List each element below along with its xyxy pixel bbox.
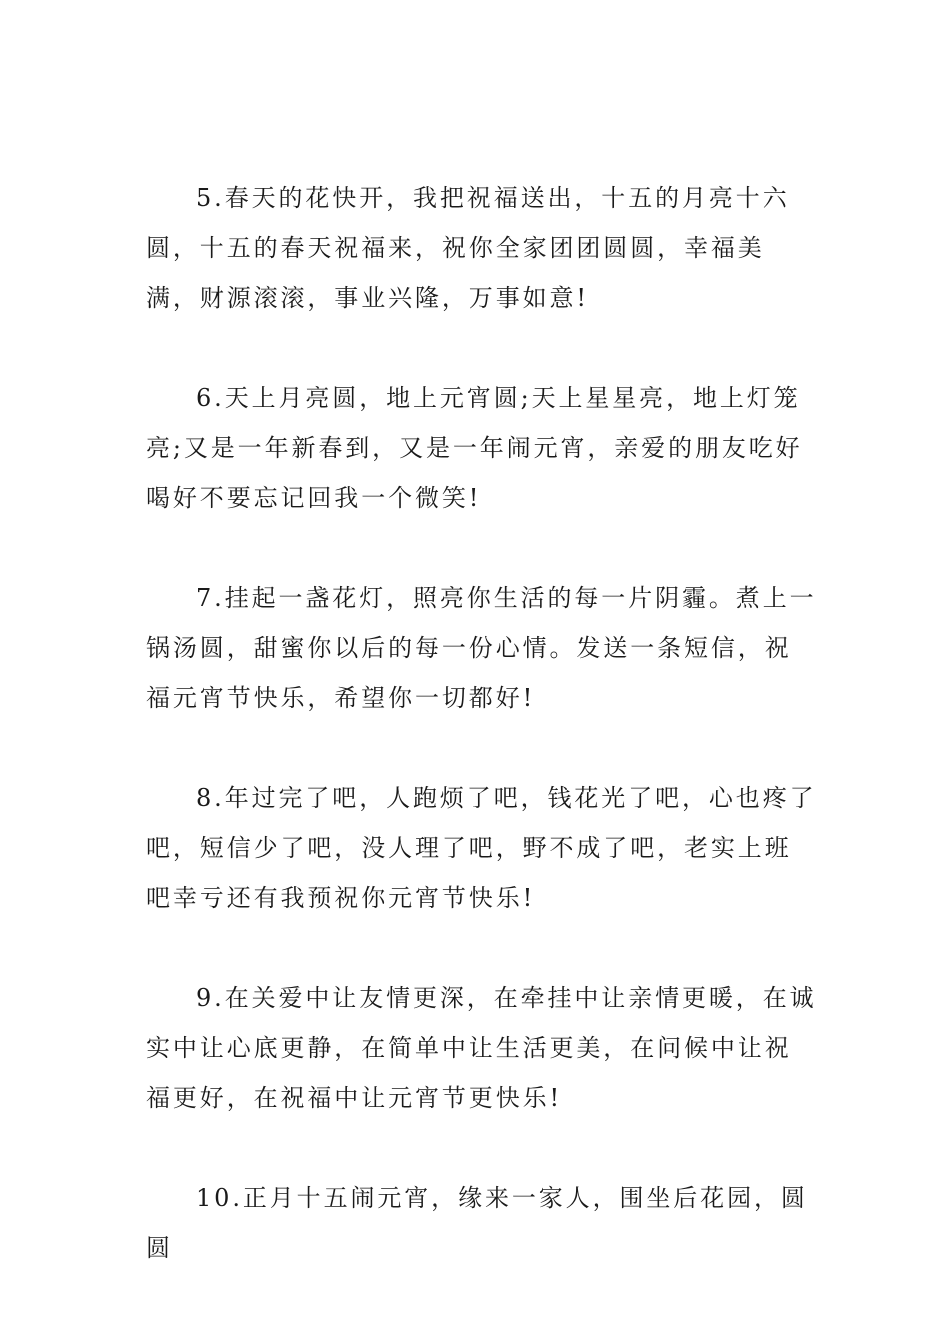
paragraph-7: 7.挂起一盏花灯，照亮你生活的每一片阴霾。煮上一锅汤圆，甜蜜你以后的每一份心情。发送一条短信，祝福元宵节快乐，希望你一切都好! — [146, 584, 817, 712]
paragraph-6: 6.天上月亮圆，地上元宵圆;天上星星亮，地上灯笼亮;又是一年新春到，又是一年闹元宵，亲爱的朋友吃好喝好不要忘记回我一个微笑! — [146, 384, 803, 512]
paragraph-5: 5.春天的花快开，我把祝福送出，十五的月亮十六圆，十五的春天祝福来，祝你全家团团圆圆，幸福美满，财源滚滚，事业兴隆，万事如意! — [146, 184, 790, 312]
paragraph-8: 8.年过完了吧，人跑烦了吧，钱花光了吧，心也疼了吧，短信少了吧，没人理了吧，野不成了吧，老实上班吧幸亏还有我预祝你元宵节快乐! — [146, 784, 817, 912]
paragraph-9: 9.在关爱中让友情更深，在牵挂中让亲情更暖，在诚实中让心底更静，在简单中让生活更美，在问候中让祝福更好，在祝福中让元宵节更快乐! — [146, 984, 817, 1112]
paragraph-10: 10.正月十五闹元宵，缘来一家人，围坐后花园，圆圆 — [146, 1184, 808, 1262]
